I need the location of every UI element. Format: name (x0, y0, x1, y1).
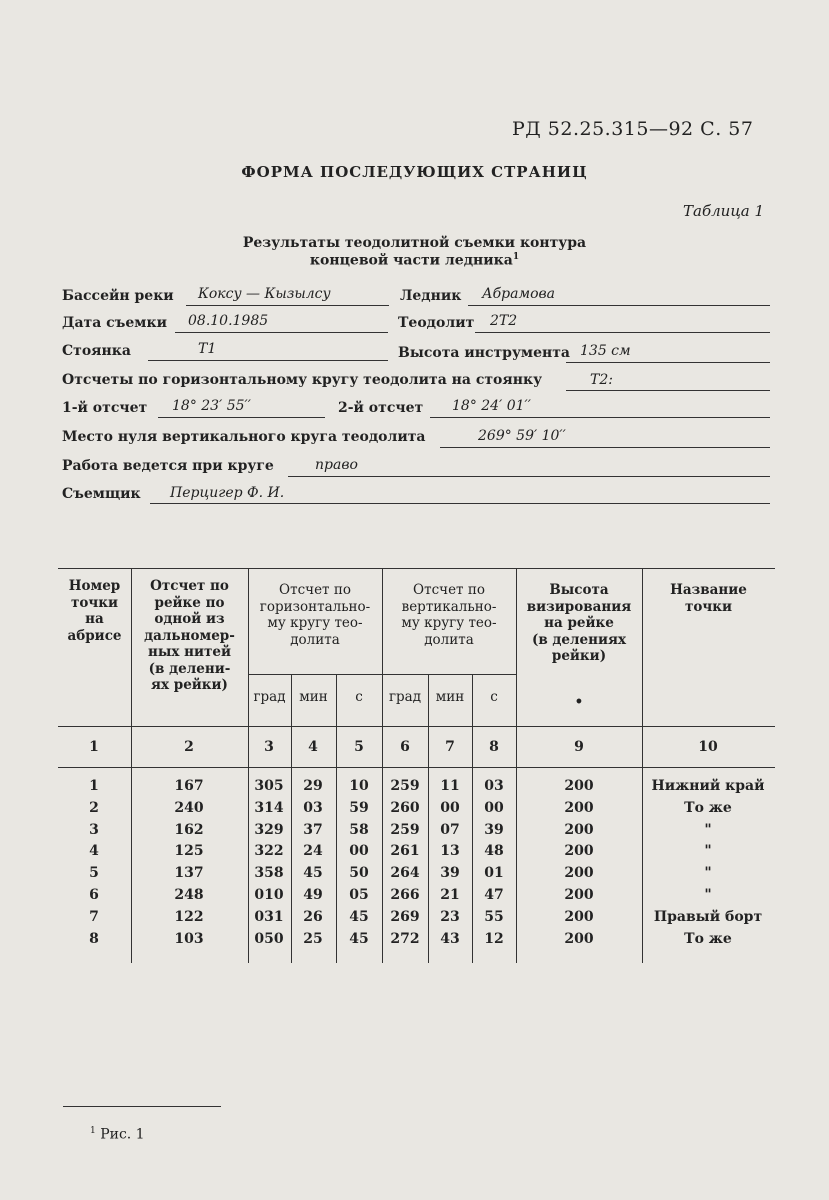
circle-label: Работа ведется при круге (62, 458, 274, 474)
table-col-rule (642, 568, 643, 963)
surveyor-underline (150, 503, 770, 504)
table-cell: 59 (349, 799, 369, 816)
table-cell: " (704, 843, 712, 860)
date-underline (175, 332, 388, 333)
header-point-number: Номер точки на абрисе (67, 578, 122, 644)
glacier-label: Ледник (400, 288, 462, 304)
header-rod-reading: Отсчет по рейке по одной из дальномер- ных нитей (в делени- ях рейки) (144, 578, 235, 693)
table-cell: 5 (89, 865, 99, 882)
subhead-sec-h: с (355, 689, 363, 705)
header-point-name: Название точки (670, 582, 747, 615)
table-cell: 010 (254, 887, 284, 903)
first-reading-label: 1-й отсчет (62, 400, 148, 416)
basin-underline (186, 305, 389, 306)
table-cell: 03 (484, 778, 504, 794)
table-cell: 137 (174, 865, 204, 882)
subhead-deg-h: град (253, 689, 286, 705)
table-cell: 6 (89, 887, 99, 903)
header-dot: • (574, 694, 584, 710)
column-number: 7 (445, 739, 455, 755)
column-number: 1 (89, 739, 99, 755)
table-cell: 272 (390, 930, 420, 947)
second-reading-underline (430, 417, 770, 418)
table-cell: 200 (564, 843, 594, 860)
column-number: 10 (698, 739, 718, 755)
table-cell: 167 (174, 778, 204, 794)
surveyor-label: Съемщик (62, 486, 141, 502)
table-cell: 305 (254, 778, 284, 794)
table-cell: 00 (349, 843, 369, 860)
table-cell: 031 (254, 908, 284, 925)
table-cell: 26 (303, 908, 323, 925)
glacier-value: Абрамова (482, 286, 555, 302)
table-cell: 03 (303, 799, 323, 816)
subhead-deg-v: град (388, 689, 422, 705)
theodolite-value: 2Т2 (490, 313, 518, 329)
surveyor-value: Перцигер Ф. И. (170, 485, 285, 501)
horizontal-value: Т2: (590, 372, 613, 388)
table-col-rule (336, 674, 337, 963)
first-reading-value: 18° 23′ 55′′ (172, 398, 251, 414)
column-number: 2 (184, 739, 194, 755)
table-cell: 39 (484, 821, 504, 838)
table-cell: 49 (303, 887, 323, 903)
table-cell: " (704, 887, 712, 903)
table-cell: 200 (564, 799, 594, 816)
column-number: 5 (354, 739, 364, 755)
table-cell: Правый борт (653, 908, 763, 925)
table-cell: 45 (303, 865, 323, 882)
table-cell: 261 (390, 843, 420, 860)
header-sighting-height: Высота визирования на рейке (в делениях рейки) (526, 582, 632, 664)
table-number: Таблица 1 (683, 202, 765, 220)
table-cell: 125 (174, 843, 204, 860)
column-number: 6 (400, 739, 410, 755)
table-header-rule (58, 726, 775, 727)
table-cell: 200 (564, 821, 594, 838)
table-cell: То же (684, 799, 732, 816)
subhead-min-h: мин (299, 689, 328, 705)
table-cell: 248 (174, 887, 204, 903)
table-cell: 162 (174, 821, 204, 838)
table-cell: 43 (440, 930, 460, 947)
table-cell: 45 (349, 930, 369, 947)
column-number: 3 (264, 739, 274, 755)
second-reading-label: 2-й отсчет (338, 400, 424, 416)
table-cell: 00 (440, 799, 460, 816)
table-cell: 10 (349, 778, 369, 794)
table-cell: 4 (89, 843, 99, 860)
table-cell: 2 (89, 799, 99, 816)
table-cell: 322 (254, 843, 284, 860)
table-cell: 3 (89, 821, 99, 838)
table-cell: То же (684, 930, 732, 947)
table-cell: 24 (303, 843, 323, 860)
column-number: 9 (574, 739, 584, 755)
table-cell: " (704, 865, 712, 882)
height-value: 135 см (580, 343, 631, 359)
station-value: Т1 (198, 341, 217, 357)
table-cell: 29 (303, 778, 323, 794)
subhead-sec-v: с (490, 689, 498, 705)
table-cell: 07 (440, 821, 460, 838)
second-reading-value: 18° 24′ 01′′ (452, 398, 531, 414)
date-label: Дата съемки (62, 315, 167, 331)
survey-table (58, 568, 775, 963)
height-label: Высота инструмента (398, 345, 570, 361)
form-title: ФОРМА ПОСЛЕДУЮЩИХ СТРАНИЦ (241, 163, 588, 181)
table-cell: 200 (564, 930, 594, 947)
basin-label: Бассейн реки (62, 288, 174, 304)
column-number: 4 (308, 739, 318, 755)
table-cell: 50 (349, 865, 369, 882)
table-cell: 58 (349, 821, 369, 838)
table-cell: 48 (484, 843, 504, 860)
table-cell: " (704, 821, 712, 838)
subhead-min-v: мин (435, 689, 465, 705)
table-cell: 240 (174, 799, 204, 816)
table-cell: 7 (89, 908, 99, 925)
theodolite-label: Теодолит (398, 315, 475, 331)
table-cell: 23 (440, 908, 460, 925)
table-cell: 25 (303, 930, 323, 947)
table-cell: 200 (564, 778, 594, 794)
table-numbers-rule (58, 767, 775, 768)
table-cell: 47 (484, 887, 504, 903)
header-horizontal-circle: Отсчет по горизонтально- му кругу тео- долита (259, 582, 371, 648)
column-number: 8 (489, 739, 499, 755)
table-cell: Нижний край (651, 778, 765, 794)
table-cell: 329 (254, 821, 284, 838)
horizontal-underline (566, 390, 770, 391)
height-underline (566, 362, 770, 363)
table-cell: 05 (349, 887, 369, 903)
table-cell: 8 (89, 930, 99, 947)
table-top-rule (58, 568, 775, 569)
table-cell: 264 (390, 865, 420, 882)
table-cell: 314 (254, 799, 284, 816)
table-cell: 11 (440, 778, 460, 794)
circle-value: право (315, 457, 358, 473)
table-cell: 01 (484, 865, 504, 882)
footnote: $^1$ Рис. 1 (90, 1126, 145, 1143)
table-cell: 260 (390, 799, 420, 816)
station-label: Стоянка (62, 343, 131, 359)
zero-label: Место нуля вертикального круга теодолита (62, 429, 426, 445)
table-cell: 103 (174, 930, 204, 947)
table-cell: 050 (254, 930, 284, 947)
table-cell: 00 (484, 799, 504, 816)
header-vertical-circle: Отсчет по вертикально- му кругу тео- долита (401, 582, 497, 648)
table-title-line2: концевой части ледника$^1$ (309, 252, 520, 269)
table-title-line1: Результаты теодолитной съемки контура (242, 235, 587, 251)
table-cell: 1 (89, 778, 99, 794)
table-cell: 269 (390, 908, 420, 925)
table-cell: 12 (484, 930, 504, 947)
table-cell: 259 (390, 778, 420, 794)
footnote-rule (63, 1106, 221, 1107)
table-cell: 45 (349, 908, 369, 925)
table-cell: 55 (484, 908, 504, 925)
page-header: РД 52.25.315—92 С. 57 (512, 118, 754, 140)
table-cell: 37 (303, 821, 323, 838)
table-cell: 259 (390, 821, 420, 838)
table-cell: 358 (254, 865, 284, 882)
table-cell: 200 (564, 865, 594, 882)
table-cell: 13 (440, 843, 460, 860)
table-cell: 21 (440, 887, 460, 903)
horizontal-label: Отсчеты по горизонтальному кругу теодолита на стоянку (62, 372, 543, 388)
zero-underline (440, 447, 770, 448)
table-cell: 39 (440, 865, 460, 882)
table-cell: 122 (174, 908, 204, 925)
zero-value: 269° 59′ 10′′ (478, 428, 566, 444)
title-footnote-mark: 1 (512, 252, 520, 262)
table-cell: 200 (564, 887, 594, 903)
circle-underline (288, 476, 770, 477)
table-cell: 266 (390, 887, 420, 903)
first-reading-underline (158, 417, 325, 418)
table-cell: 200 (564, 908, 594, 925)
theodolite-underline (475, 332, 770, 333)
basin-value: Коксу — Кызылсу (198, 286, 331, 302)
station-underline (148, 360, 388, 361)
glacier-underline (468, 305, 770, 306)
date-value: 08.10.1985 (188, 313, 269, 329)
